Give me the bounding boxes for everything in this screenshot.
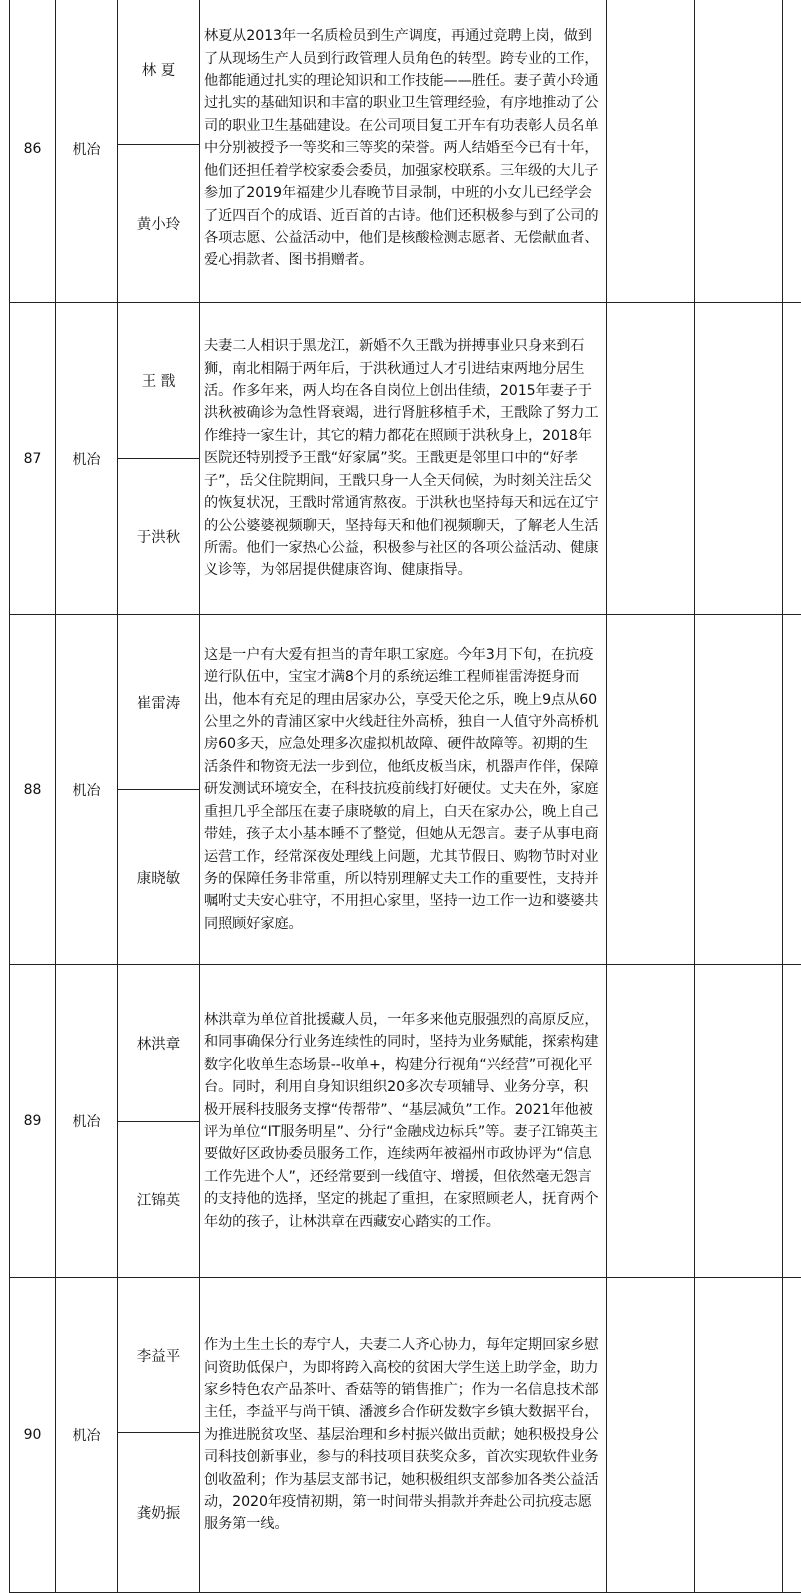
row-number: 89 xyxy=(10,965,56,1278)
unit-cell: 机冶 xyxy=(56,0,118,303)
unit-cell: 机冶 xyxy=(56,1278,118,1593)
description-text: 夫妻二人相识于黑龙江，新婚不久王戬为拼搏事业只身来到石狮，南北相隔于两年后，于洪秋通过人才引进结束两地分居生活。作多年来，两人均在各自岗位上创出佳绩，2015年妻子于洪秋被确诊为急性肾衰竭，进行肾脏移植手术，王戬除了努力工作维持一家生计，其它的精力都花在照顾于洪秋身上，2018年医院还特别授予王戬“好家属”奖。王戬更是邻里口中的“好孝子”，岳父住院期间，王戬只身一人全天伺候，为时刻关注岳父的恢复状况，王戬时常通宵熬夜。于洪秋也坚持每天和远在辽宁的公公婆婆视频聊天，坚持每天和他们视频聊天，了解老人生活所需。他们一家热心公益，积极参与社区的各项公益活动、健康义诊等，为邻居提供健康咨询、健康指导。 xyxy=(204,335,600,581)
empty-cell xyxy=(783,0,801,303)
empty-cell xyxy=(783,965,801,1278)
row-number: 90 xyxy=(10,1278,56,1593)
empty-cell xyxy=(695,0,783,303)
empty-cell xyxy=(607,0,695,303)
empty-cell xyxy=(695,1278,783,1593)
family-table xyxy=(9,0,801,1593)
empty-cell xyxy=(607,303,695,615)
empty-cell xyxy=(783,1278,801,1593)
description-text: 作为土生土长的寿宁人，夫妻二人齐心协力，每年定期回家乡慰问资助低保户，为即将跨入高校的贫困大学生送上助学金，助力家乡特色农产品茶叶、香菇等的销售推广；作为一名信息技术部主任，李益平与尚干镇、潘渡乡合作研发数字乡镇大数据平台，为推进脱贫攻坚、基层治理和乡村振兴做出贡献；她积极投身公司科技创新事业，参与的科技项目获奖众多，首次实现软件业务创收盈利；作为基层支部书记，她积极组织支部参加各类公益活动，2020年疫情初期，第一时间带头捐款并奔赴公司抗疫志愿服务第一线。 xyxy=(204,1334,600,1536)
unit-cell: 机冶 xyxy=(56,303,118,615)
member-name: 于洪秋 xyxy=(118,459,200,615)
empty-cell xyxy=(607,965,695,1278)
description-cell xyxy=(200,303,607,615)
member-name: 李益平 xyxy=(118,1278,200,1433)
table-row xyxy=(10,303,801,459)
member-name: 王 戬 xyxy=(118,303,200,459)
row-number: 88 xyxy=(10,615,56,965)
member-name: 康晓敏 xyxy=(118,790,200,965)
table-row xyxy=(10,0,801,145)
description-cell xyxy=(200,1278,607,1593)
member-name: 崔雷涛 xyxy=(118,615,200,790)
empty-cell xyxy=(607,615,695,965)
description-text: 林洪章为单位首批援藏人员，一年多来他克服强烈的高原反应，和同事确保分行业务连续性的同时，坚持为业务赋能，探索构建数字化收单生态场景--收单+，构建分行视角“兴经营”可视化平台。同时，利用自身知识组织20多次专项辅导、业务分享，积极开展科技服务支撑“传帮带”、“基层减负”工作。2021年他被评为单位“IT服务明星”、分行“金融戍边标兵”等。妻子江锦英主要做好区政协委员服务工作，连续两年被福州市政协评为“信息工作先进个人”，还经常要到一线值守、增援，但依然毫无怨言的支持他的选择，坚定的挑起了重担，在家照顾老人，抚育两个年幼的孩子，让林洪章在西藏安心踏实的工作。 xyxy=(204,1009,600,1233)
member-name: 龚奶振 xyxy=(118,1433,200,1593)
empty-cell xyxy=(695,303,783,615)
unit-cell: 机冶 xyxy=(56,965,118,1278)
empty-cell xyxy=(607,1278,695,1593)
description-cell xyxy=(200,615,607,965)
member-name: 林 夏 xyxy=(118,0,200,145)
row-number: 87 xyxy=(10,303,56,615)
table-row xyxy=(10,615,801,790)
empty-cell xyxy=(695,965,783,1278)
empty-cell xyxy=(783,615,801,965)
member-name: 江锦英 xyxy=(118,1122,200,1278)
empty-cell xyxy=(695,615,783,965)
unit-cell: 机冶 xyxy=(56,615,118,965)
description-text: 林夏从2013年一名质检员到生产调度，再通过竞聘上岗，做到了从现场生产人员到行政管理人员角色的转型。跨专业的工作，他都能通过扎实的理论知识和工作技能——胜任。妻子黄小玲通过扎实的基础知识和丰富的职业卫生管理经验，有序地推动了公司的职业卫生基础建设。在公司项目复工开车有功表彰人员名单中分别被授予一等奖和三等奖的荣誉。两人结婚至今已有十年，他们还担任着学校家委会委员，加强家校联系。三年级的大儿子参加了2019年福建少儿春晚节目录制，中班的小女儿已经学会了近四百个的成语、近百首的古诗。他们还积极参与到了公司的各项志愿、公益活动中，他们是核酸检测志愿者、无偿献血者、爱心捐款者、图书捐赠者。 xyxy=(204,25,600,271)
empty-cell xyxy=(783,303,801,615)
description-cell xyxy=(200,965,607,1278)
row-number: 86 xyxy=(10,0,56,303)
table-row xyxy=(10,1278,801,1433)
description-text: 这是一户有大爱有担当的青年职工家庭。今年3月下旬，在抗疫逆行队伍中，宝宝才满8个月的系统运维工程师崔雷涛挺身而出，他本有充足的理由居家办公，享受天伦之乐，晚上9点从60公里之外的青浦区家中火线赶往外高桥，独自一人值守外高桥机房60多天，应急处理多次虚拟机故障、硬件故障等。初期的生活条件和物资无法一步到位，他纸皮板当床，机器声作伴，保障研发测试环境安全，在科技抗疫前线打好硬仗。丈夫在外，家庭重担几乎全部压在妻子康晓敏的肩上，白天在家办公，晚上自己带娃，孩子太小基本睡不了整觉，但她从无怨言。妻子从事电商运营工作，经常深夜处理线上问题，尤其节假日、购物节时对业务的保障任务非常重，所以特别理解丈夫工作的重要性，支持并嘱咐丈夫安心驻守，不用担心家里，坚持一边工作一边和婆婆共同照顾好家庭。 xyxy=(204,644,600,935)
member-name: 黄小玲 xyxy=(118,145,200,303)
table-row xyxy=(10,965,801,1122)
member-name: 林洪章 xyxy=(118,965,200,1122)
description-cell xyxy=(200,0,607,303)
